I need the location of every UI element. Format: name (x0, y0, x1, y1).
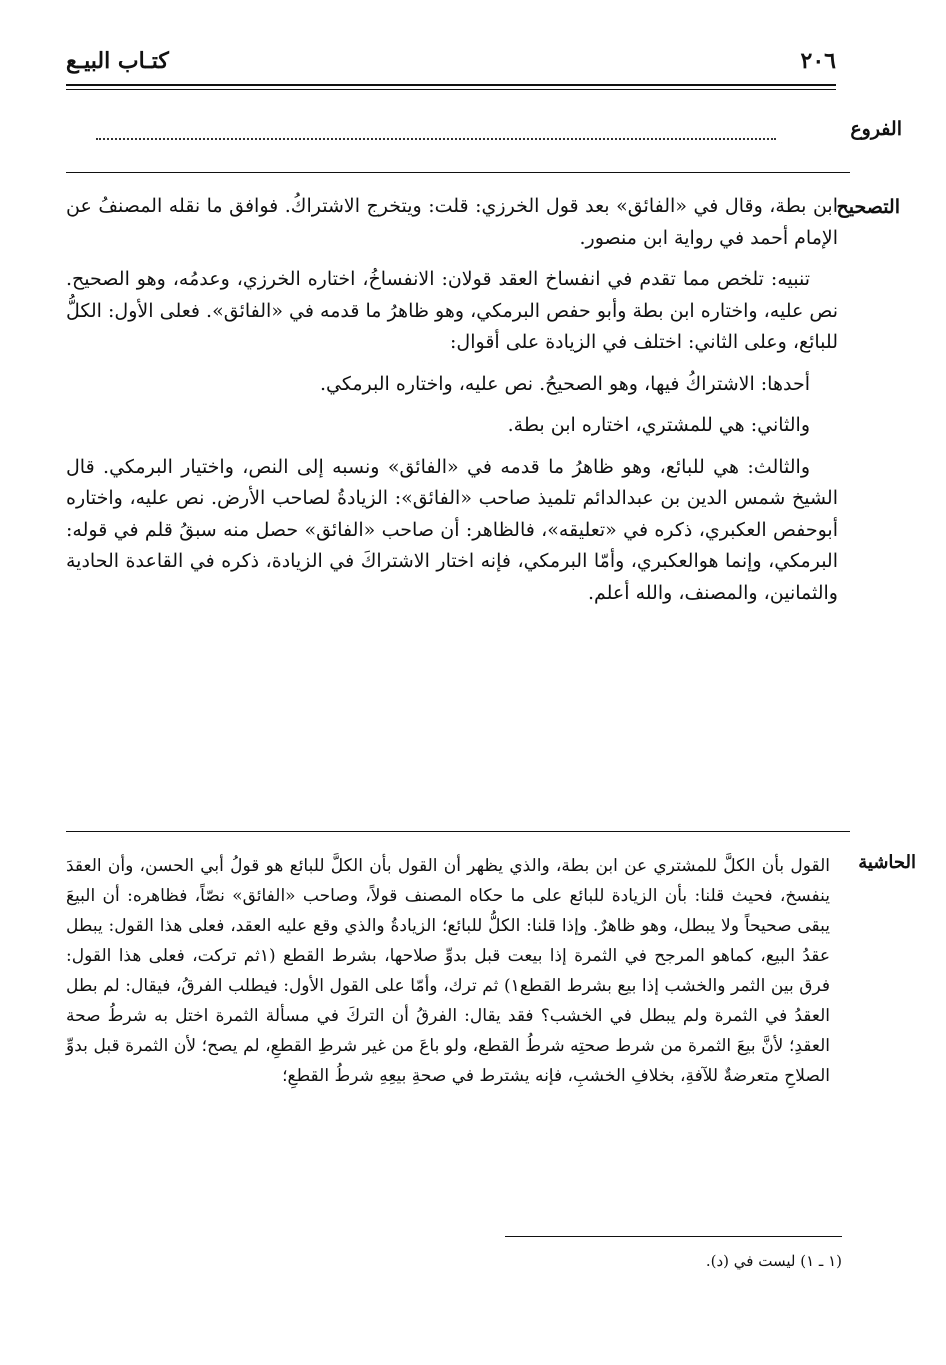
furu-dotted-line (96, 136, 776, 140)
book-title: كتـاب البيـع (66, 48, 169, 74)
footnote: (١ ـ ١) ليست في (د). (705, 1252, 842, 1270)
tashih-paragraph: ابن بطة، وقال في «الفائق» بعد قول الخرزي: قلت: ويتخرج الاشتراكُ. فوافق ما نقله المصنفُ عن الإمام أحمد في رواية ابن منصور. (66, 195, 838, 249)
tashih-text (66, 191, 838, 609)
page-number: ٢٠٦ (800, 48, 836, 74)
section-label-furu: الفروع (850, 118, 902, 140)
page-header (66, 48, 836, 88)
section-divider-bottom (66, 831, 850, 832)
tashih-paragraph: أحدها: الاشتراكُ فيها، وهو الصحيحُ. نص عليه، واختاره البرمكي. (320, 372, 810, 395)
tashih-paragraph: تنبيه: تلخص مما تقدم في انفساخ العقد قولان: الانفساخُ، اختاره الخرزي، وعدمُه، وهو الصحيح. نص عليه، واختاره ابن بطة وأبو حفص البرمكي، وهو ظاهرُ ما قدمه في «الفائق». فعلى الأول: الكلُّ للبائع، وعلى الثاني: اختلف في الزيادة على أقوال: (66, 268, 838, 353)
section-label-tashih: التصحيح (836, 196, 900, 218)
tashih-paragraph: والثاني: هي للمشتري، اختاره ابن بطة. (507, 414, 810, 436)
tashih-paragraph: والثالث: هي للبائع، وهو ظاهرُ ما قدمه في «الفائق» ونسبه إلى النص، واختيار البرمكي. قال الشيخ شمس الدين بن عبدالدائم تلميذ صاحب «الفائق»: الزيادةُ لصاحب الأرض. نص عليه، واختاره أبوحفص العكبري، ذكره في «تعليقه»، فالظاهر: أن صاحب «الفائق» حصل منه سبقُ قلم في قوله: البرمكي، وإنما هوالعكبري، وأمّا البرمكي، فإنه اختار الاشتراكَ في الزيادة، ذكره في القاعدة الحادية والثمانين، والمصنف، والله أعلم. (66, 455, 838, 604)
section-divider-top (66, 172, 850, 173)
hashiya-text: القول بأن الكلَّ للمشتري عن ابن بطة، والذي يظهر أن القول بأن الكلَّ للبائع هو قولُ أبي الحسن، وأن العقدَ ينفسخ، فحيث قلنا: بأن الزيادة للبائع على ما حكاه المصنف قولاً، وصاحب «الفائق» نصّاً، فظاهره: أن البيعَ يبقى صحيحاً ولا يبطل، وهو ظاهرٌ. وإذا قلنا: الكلُّ للبائع؛ الزيادةُ والذي وقع عليه العقد، فعلى هذا القول: يبطل عقدُ البيع، كماهو المرجح في الثمرة إذا بيعت قبل بدوِّ صلاحها، بشرط القطع (١ثم تركت، فعلى هذا القول: فرق بين الثمر والخشب إذا بيع بشرط القطع١) ثم ترك، وأمّا على القول الأول: فيطلب الفرقُ، فيقال: لم بطل العقدُ في الثمرة ولم يبطل في الخشب؟ فقد يقال: الفرقُ أن التركَ في مسألة الثمرة اختل به شرطُ صحة العقدِ؛ لأنَّ بيعَ الثمرة من شرط صحتِه شرطُ القطع، ولو باعَ من غير شرطِ القطعِ، لم يصح؛ لأن الثمرة قبل بدوِّ الصلاحِ متعرضةٌ للآفةِ، بخلافِ الخشبِ، فإنه يشترط في صحةِ بيعِهِ شرطُ القطعِ؛ (66, 856, 831, 1086)
section-label-hashiya: الحاشية (858, 852, 916, 873)
footnote-rule (505, 1236, 842, 1237)
header-rule (66, 84, 836, 90)
